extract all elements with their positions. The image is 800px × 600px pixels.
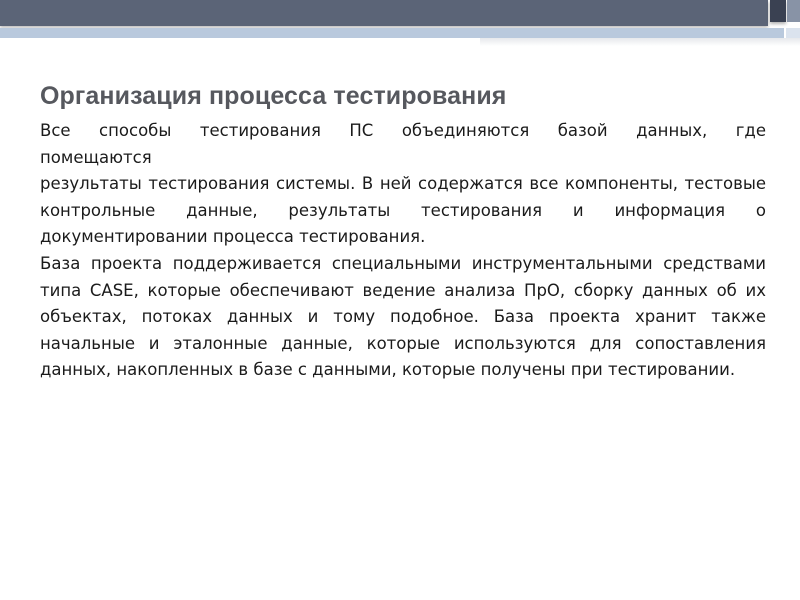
paragraph-3: База проекта поддерживается специальными инструментальными средствами типа CASE, которые обеспечивают ведение анализа ПрО, сборку данных об их объектах, потоках данных и тому подобное. База проекта хранит также начальные и эталонные данные, которые используются для сопоставления данных, накопленных в базе с данными, которые получены при тестировании.: [40, 253, 766, 380]
header-corner-block-light: [786, 28, 800, 38]
paragraph-2: результаты тестирования системы. В ней содержатся все компоненты, тестовые контрольные данные, результаты тестирования и информация о документировании процесса тестирования.: [40, 174, 766, 247]
paragraph-1-line-1: Все способы тестирования ПС объединяются базой данных, где: [40, 121, 766, 140]
header-corner-block-dark: [770, 0, 786, 22]
paragraph-1-line-2: помещаются: [40, 147, 152, 167]
slide-body: [40, 118, 766, 384]
header-shadow: [480, 38, 800, 46]
header-band-light: [0, 28, 784, 38]
header-corner-block-mid: [787, 0, 800, 22]
header-band-dark: [0, 0, 768, 26]
slide-title: Организация процесса тестирования: [40, 82, 507, 110]
paragraph-1: [40, 118, 766, 171]
